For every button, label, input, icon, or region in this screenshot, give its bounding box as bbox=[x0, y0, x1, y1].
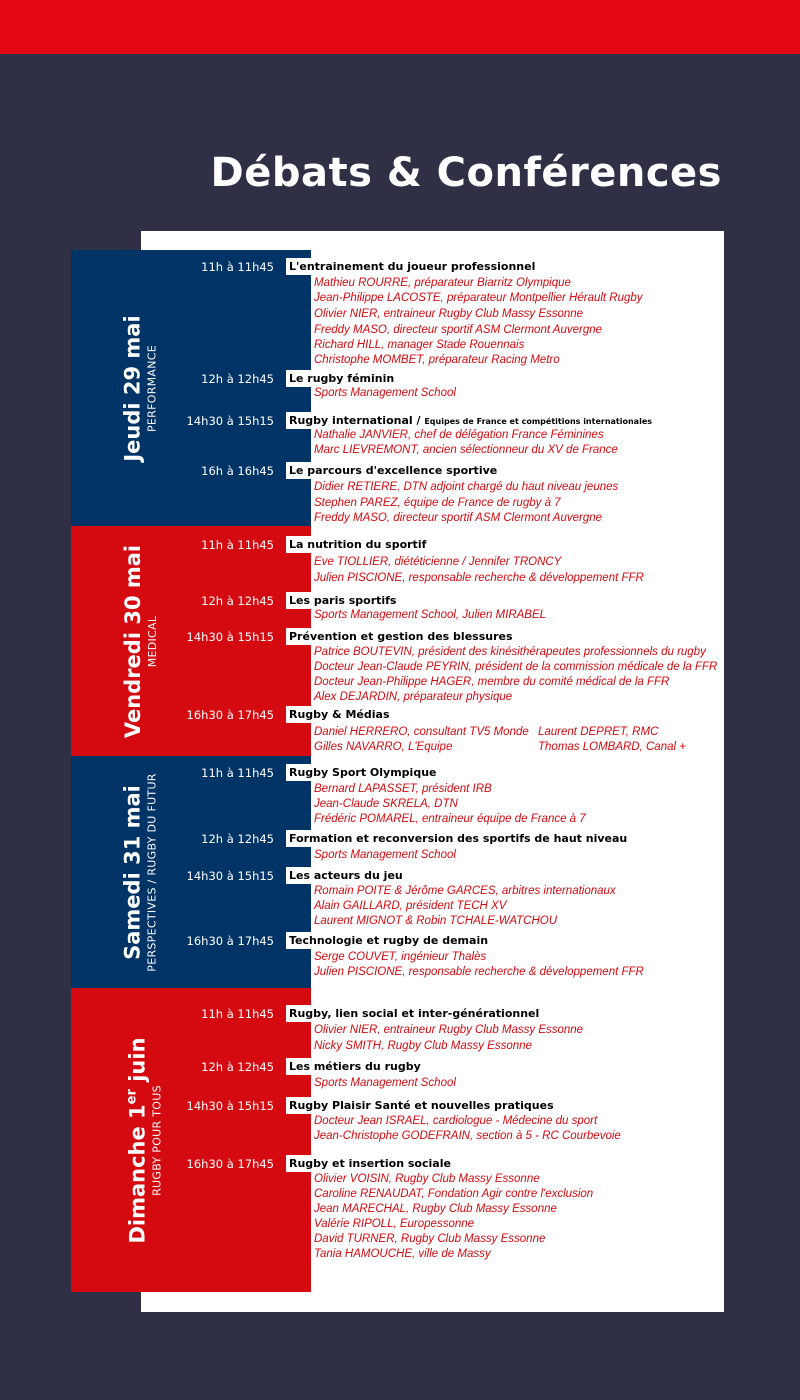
session-time: 16h30 à 17h45 bbox=[186, 934, 274, 948]
speaker-line: Nicky SMITH, Rugby Club Massy Essonne bbox=[314, 1040, 532, 1052]
day-theme: MEDICAL bbox=[145, 615, 159, 667]
session-title-text: Formation et reconversion des sportifs de haut niveau bbox=[289, 832, 628, 845]
speaker-line: Sports Management School bbox=[314, 387, 456, 399]
speaker-line: Richard HILL, manager Stade Rouennais bbox=[314, 339, 525, 351]
session-title bbox=[286, 830, 630, 847]
speaker-line: Olivier NIER, entraineur Rugby Club Massy Essonne bbox=[314, 308, 584, 320]
session-title bbox=[286, 1005, 542, 1022]
session-time: 12h à 12h45 bbox=[201, 832, 274, 846]
session-time: 11h à 11h45 bbox=[201, 538, 274, 552]
session-time: 16h à 16h45 bbox=[201, 464, 274, 478]
speaker-line: Alex DEJARDIN, préparateur physique bbox=[314, 691, 513, 703]
session-title-text: Les acteurs du jeu bbox=[289, 869, 403, 882]
session-time: 12h à 12h45 bbox=[201, 372, 274, 386]
session-time: 14h30 à 15h15 bbox=[186, 630, 274, 644]
speaker-line: Sports Management School bbox=[314, 1077, 456, 1089]
speaker-line: Gilles NAVARRO, L'Equipe bbox=[314, 741, 453, 753]
session-title-subtitle: Equipes de France et compétitions internationales bbox=[424, 417, 652, 426]
speaker-line-right: Laurent DEPRET, RMC bbox=[538, 726, 659, 738]
session-time: 12h à 12h45 bbox=[201, 1060, 274, 1074]
session-time: 14h30 à 15h15 bbox=[186, 414, 274, 428]
speaker-line: Jean-Claude SKRELA, DTN bbox=[314, 798, 458, 810]
day-theme: PERSPECTIVES / RUGBY DU FUTUR bbox=[145, 772, 159, 972]
day-name-part: Dimanche 1 bbox=[125, 1103, 150, 1244]
session-title-text: La nutrition du sportif bbox=[289, 538, 427, 551]
session-title bbox=[286, 932, 491, 949]
speaker-line: Docteur Jean-Claude PEYRIN, président de la commission médicale de la FFR bbox=[314, 661, 718, 673]
day-name: Samedi 31 mai bbox=[120, 784, 145, 960]
session-title-text: Rugby international / bbox=[289, 414, 425, 427]
speaker-line: Julien PISCIONE, responsable recherche & développement FFR bbox=[314, 572, 644, 584]
speaker-line: Docteur Jean ISRAEL, cardiologue - Médecine du sport bbox=[314, 1115, 598, 1127]
session-time: 11h à 11h45 bbox=[201, 1007, 274, 1021]
session-title-text: Prévention et gestion des blessures bbox=[289, 630, 513, 643]
speaker-line: Sports Management School bbox=[314, 849, 456, 861]
session-title-text: Rugby et insertion sociale bbox=[289, 1157, 451, 1170]
speaker-line: Jean MARECHAL, Rugby Club Massy Essonne bbox=[314, 1203, 557, 1215]
session-title bbox=[286, 1058, 424, 1075]
speaker-line-right: Thomas LOMBARD, Canal + bbox=[538, 741, 686, 753]
session-title-text: Rugby Plaisir Santé et nouvelles pratiques bbox=[289, 1099, 554, 1112]
session-title bbox=[286, 412, 655, 429]
day-theme: RUGBY POUR TOUS bbox=[150, 1084, 164, 1196]
session-title bbox=[286, 370, 397, 387]
speaker-line: Docteur Jean-Philippe HAGER, membre du comité médical de la FFR bbox=[314, 676, 670, 688]
speaker-line: Tania HAMOUCHE, ville de Massy bbox=[314, 1248, 491, 1260]
day-label bbox=[121, 315, 160, 461]
speaker-line: Stephen PAREZ, équipe de France de rugby à 7 bbox=[314, 497, 561, 509]
session-time: 16h30 à 17h45 bbox=[186, 1157, 274, 1171]
session-title-text: Rugby, lien social et inter-générationnel bbox=[289, 1007, 540, 1020]
session-time: 11h à 11h45 bbox=[201, 260, 274, 274]
session-title bbox=[286, 258, 538, 275]
speaker-line: Freddy MASO, directeur sportif ASM Clermont Auvergne bbox=[314, 512, 603, 524]
day-block bbox=[71, 250, 311, 526]
speaker-line: Daniel HERRERO, consultant TV5 Monde bbox=[314, 726, 529, 738]
speaker-line: Jean-Philippe LACOSTE, préparateur Montpellier Hérault Rugby bbox=[314, 292, 643, 304]
speaker-line: Eve TIOLLIER, diététicienne / Jennifer TRONCY bbox=[314, 556, 562, 568]
day-name: Vendredi 30 mai bbox=[120, 544, 145, 738]
day-name: Jeudi 29 mai bbox=[120, 314, 145, 462]
session-title bbox=[286, 462, 500, 479]
session-title-text: Le rugby féminin bbox=[289, 372, 395, 385]
speaker-line: Didier RETIERE, DTN adjoint chargé du haut niveau jeunes bbox=[314, 481, 619, 493]
session-title-text: Les métiers du rugby bbox=[289, 1060, 421, 1073]
session-title-text: L'entrainement du joueur professionnel bbox=[289, 260, 536, 273]
session-title bbox=[286, 536, 429, 553]
speaker-line: Nathalie JANVIER, chef de délégation France Féminines bbox=[314, 429, 604, 441]
speaker-line: Olivier VOISIN, Rugby Club Massy Essonne bbox=[314, 1173, 540, 1185]
session-title bbox=[286, 1097, 557, 1114]
speaker-line: Marc LIEVREMONT, ancien sélectionneur du XV de France bbox=[314, 444, 618, 456]
speaker-line: Julien PISCIONE, responsable recherche & développement FFR bbox=[314, 966, 644, 978]
speaker-line: Romain POITE & Jérôme GARCES, arbitres internationaux bbox=[314, 885, 616, 897]
session-title-text: Rugby Sport Olympique bbox=[289, 766, 437, 779]
session-time: 14h30 à 15h15 bbox=[186, 869, 274, 883]
session-title bbox=[286, 1155, 454, 1172]
day-name-part: juin bbox=[125, 1036, 150, 1089]
session-title-text: Les paris sportifs bbox=[289, 594, 397, 607]
speaker-line: Laurent MIGNOT & Robin TCHALE-WATCHOU bbox=[314, 915, 558, 927]
session-title-text: Le parcours d'excellence sportive bbox=[289, 464, 498, 477]
session-title-text: Rugby & Médias bbox=[289, 708, 390, 721]
speaker-line: Bernard LAPASSET, président IRB bbox=[314, 783, 492, 795]
speaker-line: Mathieu ROURRE, préparateur Biarritz Olympique bbox=[314, 277, 571, 289]
page-title: Débats & Conférences bbox=[210, 150, 722, 196]
day-theme: PERFORMANCE bbox=[145, 344, 159, 432]
speaker-line: Jean-Christophe GODEFRAIN, section à 5 - RC Courbevoie bbox=[314, 1130, 621, 1142]
session-title bbox=[286, 592, 399, 609]
session-title bbox=[286, 706, 393, 723]
speaker-line: Freddy MASO, directeur sportif ASM Clermont Auvergne bbox=[314, 324, 603, 336]
speaker-line: Olivier NIER, entraineur Rugby Club Massy Essonne bbox=[314, 1024, 584, 1036]
speaker-line: David TURNER, Rugby Club Massy Essonne bbox=[314, 1233, 546, 1245]
session-time: 11h à 11h45 bbox=[201, 766, 274, 780]
session-time: 16h30 à 17h45 bbox=[186, 708, 274, 722]
speaker-line: Caroline RENAUDAT, Fondation Agir contre l'exclusion bbox=[314, 1188, 594, 1200]
session-time: 12h à 12h45 bbox=[201, 594, 274, 608]
speaker-line: Serge COUVET, ingénieur Thalès bbox=[314, 951, 487, 963]
day-name-superscript: er bbox=[124, 1088, 140, 1104]
speaker-line: Alain GAILLARD, président TECH XV bbox=[314, 900, 507, 912]
session-title-text: Technologie et rugby de demain bbox=[289, 934, 489, 947]
day-block bbox=[71, 988, 311, 1292]
session-title bbox=[286, 628, 516, 645]
speaker-line: Frédéric POMAREL, entraineur équipe de France à 7 bbox=[314, 813, 586, 825]
top-red-band bbox=[0, 0, 800, 54]
speaker-line: Patrice BOUTEVIN, président des kinésithérapeutes professionnels du rugby bbox=[314, 646, 706, 658]
session-title bbox=[286, 867, 406, 884]
session-time: 14h30 à 15h15 bbox=[186, 1099, 274, 1113]
speaker-line: Sports Management School, Julien MIRABEL bbox=[314, 609, 547, 621]
speaker-line: Christophe MOMBET, préparateur Racing Metro bbox=[314, 354, 560, 366]
session-title bbox=[286, 764, 439, 781]
speaker-line: Valérie RIPOLL, Europessonne bbox=[314, 1218, 475, 1230]
